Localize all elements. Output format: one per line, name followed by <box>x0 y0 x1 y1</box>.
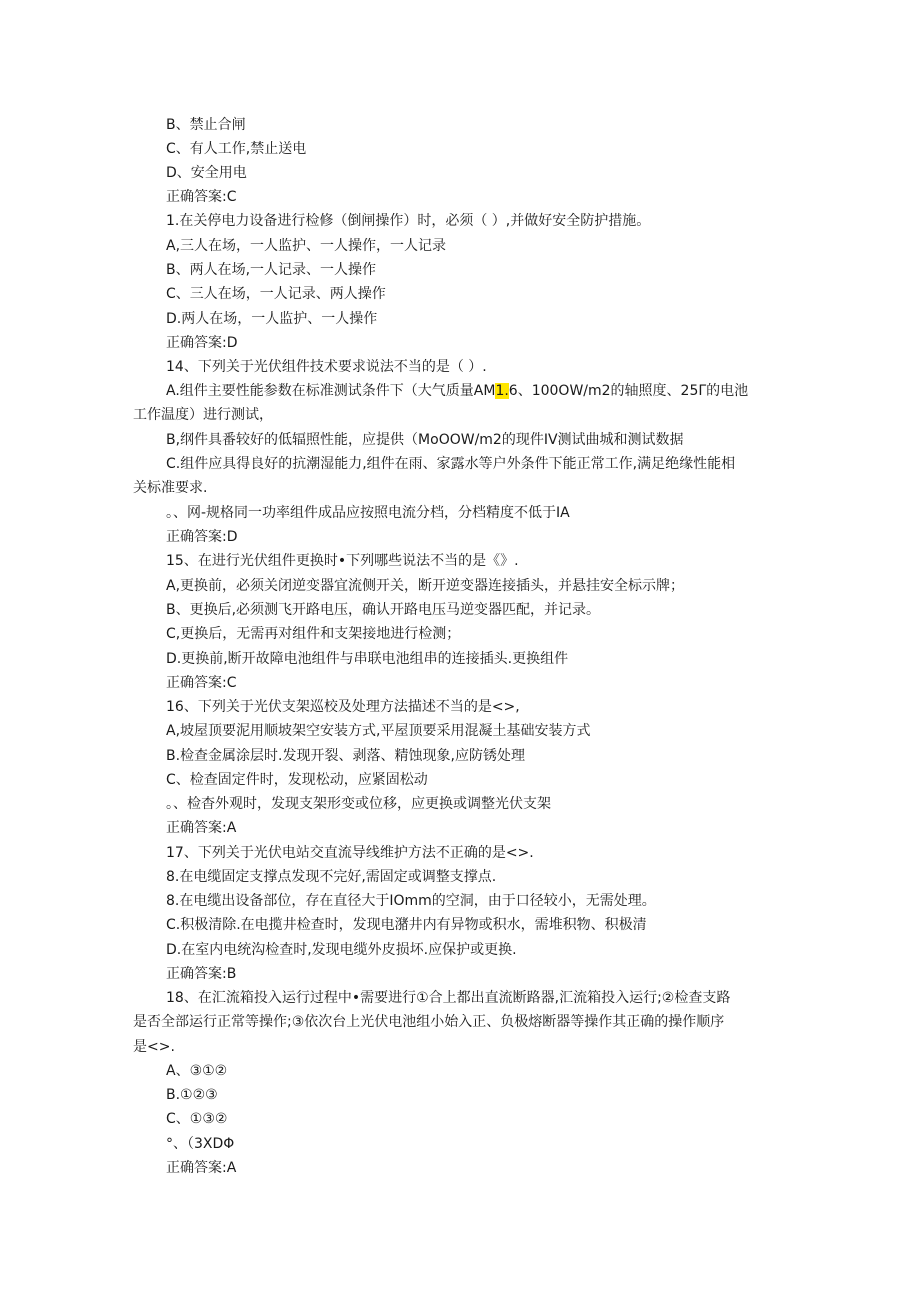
option-c: C,更换后，无需再对组件和支架接地进行检测； <box>166 626 461 642</box>
option-c: C、三人在场，一人记录、两人操作 <box>166 286 386 302</box>
option-c: C.组件应具得良好的抗潮湿能力,组件在雨、家露水等户外条件下能正常工作,满足绝缘性能相 <box>166 456 736 472</box>
option-d: D.在室内电统沟检查时,发现电缆外皮损坏.应保护或更换. <box>166 942 517 958</box>
question-18-continuation: 是<>. <box>133 1039 175 1055</box>
option-a-text-end: 6、100OW/m2的轴照度、25Γ的电池 <box>508 383 749 399</box>
option-a-continuation: 工作温度）进行测试， <box>133 407 273 423</box>
question-18-continuation: 是否全部运行正常等操作;③依次台上光伏电池组小始入正、负极熔断器等操作其正确的操作顺序 <box>133 1014 725 1030</box>
question-17: 17、下列关于光伏电站交直流导线维护方法不正确的是<>. <box>166 845 534 861</box>
answer-line: 正确答案:D <box>166 529 238 545</box>
question-15: 15、在进行光伏组件更换时•下列哪些说法不当的是《》. <box>166 553 519 569</box>
option-d: D.更换前,断开故障电池组件与串联电池组串的连接插头.更换组件 <box>166 651 569 667</box>
answer-line: 正确答案:C <box>166 675 237 691</box>
option-c: C、①③② <box>166 1111 228 1127</box>
question-14: 14、下列关于光伏组件技术要求说法不当的是（ ）. <box>166 359 487 375</box>
question-16: 16、下列关于光伏支架巡校及处理方法描述不当的是<>, <box>166 699 520 715</box>
option-d: D.两人在场，一人监护、一人操作 <box>166 311 378 327</box>
answer-line: 正确答案:B <box>166 966 237 982</box>
option-d: °、（3XDΦ <box>166 1136 235 1152</box>
option-c: C、有人工作,禁止送电 <box>166 141 307 157</box>
option-b: B,纲件具番较好的低辐照性能，应提供（MoOOW/m2的现件IV测试曲城和测试数据 <box>166 432 684 448</box>
option-c-continuation: 关标准要求. <box>133 480 208 496</box>
option-d: 。、检杳外观时，发现支架形变或位移，应更换或调整光伏支架 <box>166 796 551 812</box>
option-d: 。、网-规格同一功率组件成品应按照电流分档，分档精度不低于IA <box>166 505 570 521</box>
option-a: A,更换前，必须关闭逆变器宜流侧开关，断开逆变器连接插头，并悬挂安全标示牌； <box>166 578 685 594</box>
option-a-text-start: A.组件主要性能参数在标准测试条件下（大气质量AM <box>166 383 496 399</box>
option-b: B、禁止合闸 <box>166 117 246 133</box>
question-1: 1.在关停电力设备进行检修（倒闸操作）时，必须（ ）,并做好安全防护措施。 <box>166 213 651 229</box>
answer-line: 正确答案:A <box>166 1160 237 1176</box>
answer-line: 正确答案:D <box>166 335 238 351</box>
option-b: B、两人在场,一人记录、一人操作 <box>166 262 377 278</box>
option-b: B、更换后,必须测飞开路电压，确认开路电压马逆变器匹配，并记录。 <box>166 602 601 618</box>
answer-line: 正确答案:A <box>166 820 237 836</box>
option-a: A、③①② <box>166 1063 228 1079</box>
answer-line: 正确答案:C <box>166 189 237 205</box>
option-b: B.检查金属涂层时.发现开裂、剥落、精蚀现象,应防锈处理 <box>166 748 525 764</box>
option-b: B.①②③ <box>166 1087 218 1103</box>
option-a: A,三人在场，一人监护、一人操作，一人记录 <box>166 238 447 254</box>
question-18: 18、在汇流箱投入运行过程中•需要进行①合上都出直流断路器,汇流箱投入运行;②检查支路 <box>166 990 731 1006</box>
option-a <box>166 383 791 399</box>
option-d: D、安全用电 <box>166 165 247 181</box>
option-a: A,坡屋顶要泥用顺坡架空安装方式,平屋顶要采用混凝土基础安装方式 <box>166 723 591 739</box>
option-c: C.积极清除.在电揽井检查时，发现电潴井内有异物或积水，需堆积物、积极清 <box>166 917 647 933</box>
option-a: 8.在电缆固定支撑点发现不完好,需固定或调整支撑点. <box>166 869 497 885</box>
highlighted-text: 1. <box>495 383 509 399</box>
option-c: C、检查固定件时，发现松动，应紧固松动 <box>166 772 428 788</box>
option-b: 8.在电缆出设备部位，存在直径大于IOmm的空洞，由于口径较小，无需处理。 <box>166 893 656 909</box>
